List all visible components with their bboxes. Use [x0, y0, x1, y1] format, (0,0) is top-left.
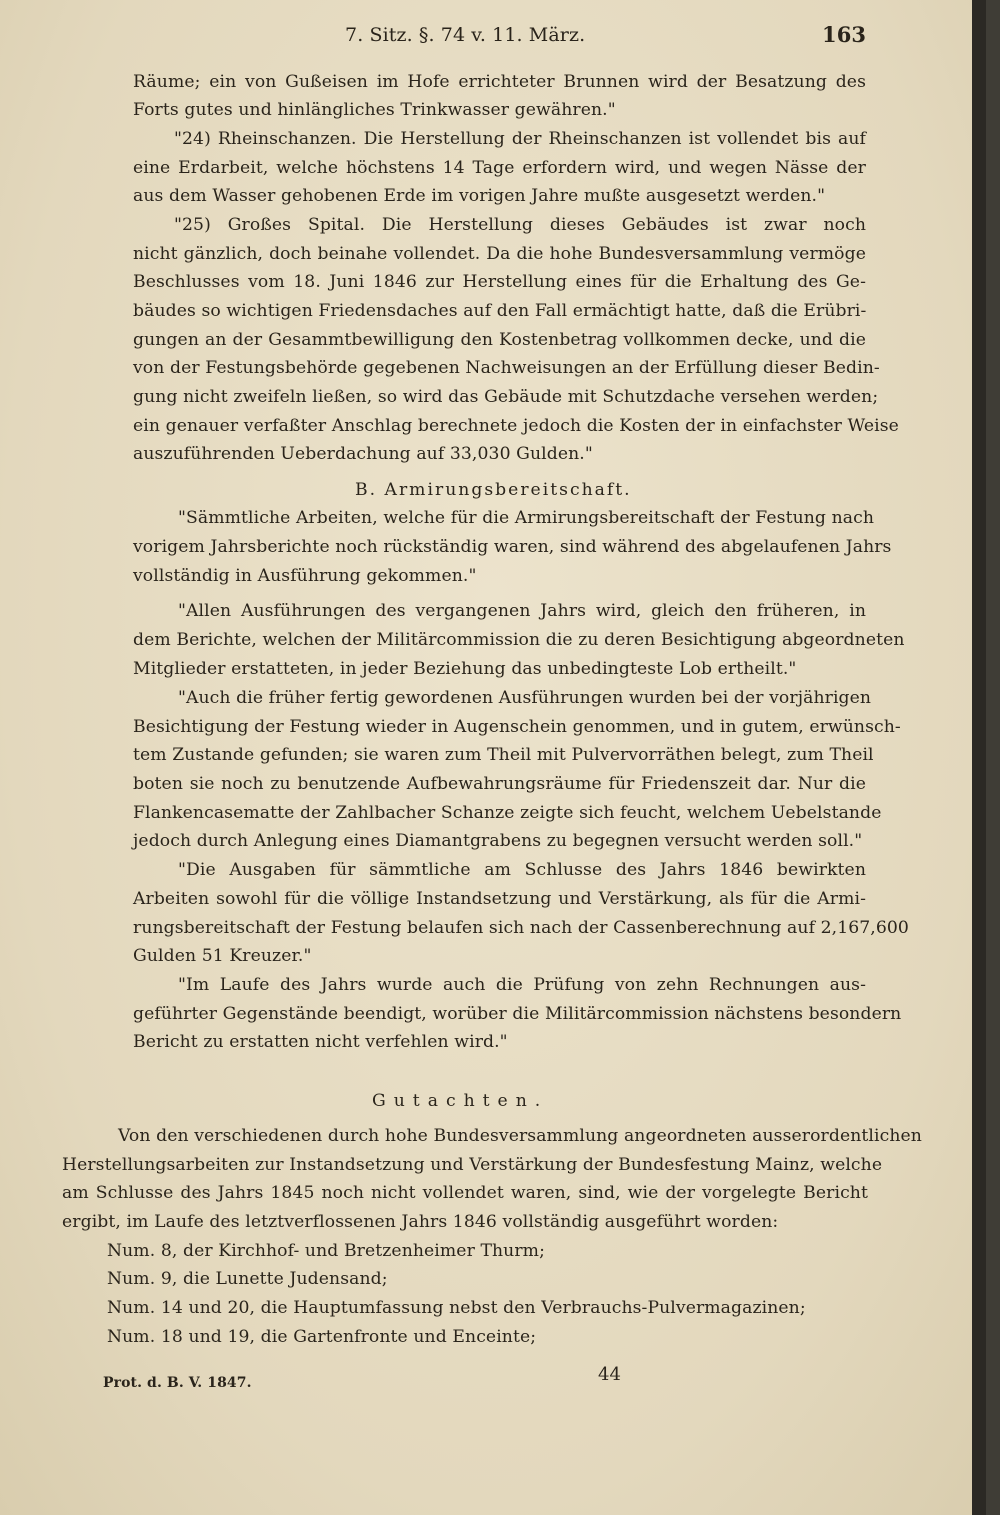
body-line: rungsbereitschaft der Festung belaufen sich nach der Cassenberechnung auf 2,167,600 — [133, 918, 909, 938]
section-heading: B. Armirungsbereitschaft. — [355, 480, 632, 500]
body-line: ein genauer verfaßter Anschlag berechnete jedoch die Kosten der in einfachster Weise — [133, 416, 899, 436]
body-line: am Schlusse des Jahrs 1845 noch nicht vollendet waren, sind, wie der vorgelegte Bericht — [62, 1183, 868, 1203]
body-line: Räume; ein von Gußeisen im Hofe errichteter Brunnen wird der Besatzung des — [133, 72, 866, 92]
body-line: gung nicht zweifeln ließen, so wird das Gebäude mit Schutzdache versehen werden; — [133, 387, 879, 407]
body-line: von der Festungsbehörde gegebenen Nachweisungen an der Erfüllung dieser Bedin- — [133, 358, 880, 378]
body-line: "24) Rheinschanzen. Die Herstellung der Rheinschanzen ist vollendet bis auf — [174, 129, 866, 149]
body-line: Bericht zu erstatten nicht verfehlen wird." — [133, 1032, 508, 1052]
list-item: Num. 18 und 19, die Gartenfronte und Enceinte; — [107, 1327, 537, 1347]
body-line: "Sämmtliche Arbeiten, welche für die Armirungsbereitschaft der Festung nach — [178, 508, 874, 528]
body-line: auszuführenden Ueberdachung auf 33,030 Gulden." — [133, 444, 593, 464]
body-line: Flankencasematte der Zahlbacher Schanze zeigte sich feucht, welchem Uebelstande — [133, 803, 882, 823]
body-line: aus dem Wasser gehobenen Erde im vorigen Jahre mußte ausgesetzt werden." — [133, 186, 826, 206]
body-line: Mitglieder erstatteten, in jeder Beziehung das unbedingteste Lob ertheilt." — [133, 659, 797, 679]
body-line: eine Erdarbeit, welche höchstens 14 Tage erfordern wird, und wegen Nässe der — [133, 158, 866, 178]
body-line: Herstellungsarbeiten zur Instandsetzung und Verstärkung der Bundesfestung Mainz, welche — [62, 1155, 883, 1175]
body-line: dem Berichte, welchen der Militärcommission die zu deren Besichtigung abgeordneten — [133, 630, 905, 650]
list-item: Num. 8, der Kirchhof- und Bretzenheimer Thurm; — [107, 1241, 545, 1261]
body-line: "Auch die früher fertig gewordenen Ausführungen wurden bei der vorjährigen — [178, 688, 872, 708]
body-line: vorigem Jahrsberichte noch rückständig waren, sind während des abgelaufenen Jahrs — [133, 537, 892, 557]
body-line: vollständig in Ausführung gekommen." — [133, 566, 477, 586]
body-line: geführter Gegenstände beendigt, worüber die Militärcommission nächstens besondern — [133, 1004, 902, 1024]
body-line: nicht gänzlich, doch beinahe vollendet. Da die hohe Bundesversammlung vermöge — [133, 244, 866, 264]
body-line: gungen an der Gesammtbewilligung den Kostenbetrag vollkommen decke, und die — [133, 330, 866, 350]
body-line: "25) Großes Spital. Die Herstellung dieses Gebäudes ist zwar noch — [174, 215, 866, 235]
body-line: "Allen Ausführungen des vergangenen Jahrs wird, gleich den früheren, in — [178, 601, 866, 621]
running-head: 7. Sitz. §. 74 v. 11. März. — [345, 24, 586, 46]
body-line: Beschlusses vom 18. Juni 1846 zur Herstellung eines für die Erhaltung des Ge- — [133, 272, 866, 292]
list-item: Num. 14 und 20, die Hauptumfassung nebst den Verbrauchs-Pulvermagazinen; — [107, 1298, 806, 1318]
body-line: Besichtigung der Festung wieder in Augenschein genommen, und in gutem, erwünsch- — [133, 717, 901, 737]
body-line: "Im Laufe des Jahrs wurde auch die Prüfung von zehn Rechnungen aus- — [178, 975, 866, 995]
body-line: ergibt, im Laufe des letztverflossenen Jahrs 1846 vollständig ausgeführt worden: — [62, 1212, 779, 1232]
signature-mark: 44 — [598, 1364, 622, 1385]
page-number: 163 — [822, 22, 867, 47]
section-heading: Gutachten. — [372, 1091, 549, 1111]
body-line: "Die Ausgaben für sämmtliche am Schlusse des Jahrs 1846 bewirkten — [178, 860, 866, 880]
body-line: bäudes so wichtigen Friedensdaches auf den Fall ermächtigt hatte, daß die Erübri- — [133, 301, 867, 321]
list-item: Num. 9, die Lunette Judensand; — [107, 1269, 388, 1289]
body-line: jedoch durch Anlegung eines Diamantgrabens zu begegnen versucht werden soll." — [133, 831, 863, 851]
body-line: boten sie noch zu benutzende Aufbewahrungsräume für Friedenszeit dar. Nur die — [133, 774, 866, 794]
scan-edge — [972, 0, 986, 1515]
body-line: Gulden 51 Kreuzer." — [133, 946, 312, 966]
body-line: tem Zustande gefunden; sie waren zum Theil mit Pulvervorräthen belegt, zum Theil — [133, 745, 874, 765]
body-line: Forts gutes und hinlängliches Trinkwasser gewähren." — [133, 100, 616, 120]
body-line: Von den verschiedenen durch hohe Bundesversammlung angeordneten ausserordentlichen — [118, 1126, 922, 1146]
footer-citation: Prot. d. B. V. 1847. — [103, 1375, 252, 1391]
body-line: Arbeiten sowohl für die völlige Instandsetzung und Verstärkung, als für die Armi- — [133, 889, 866, 909]
